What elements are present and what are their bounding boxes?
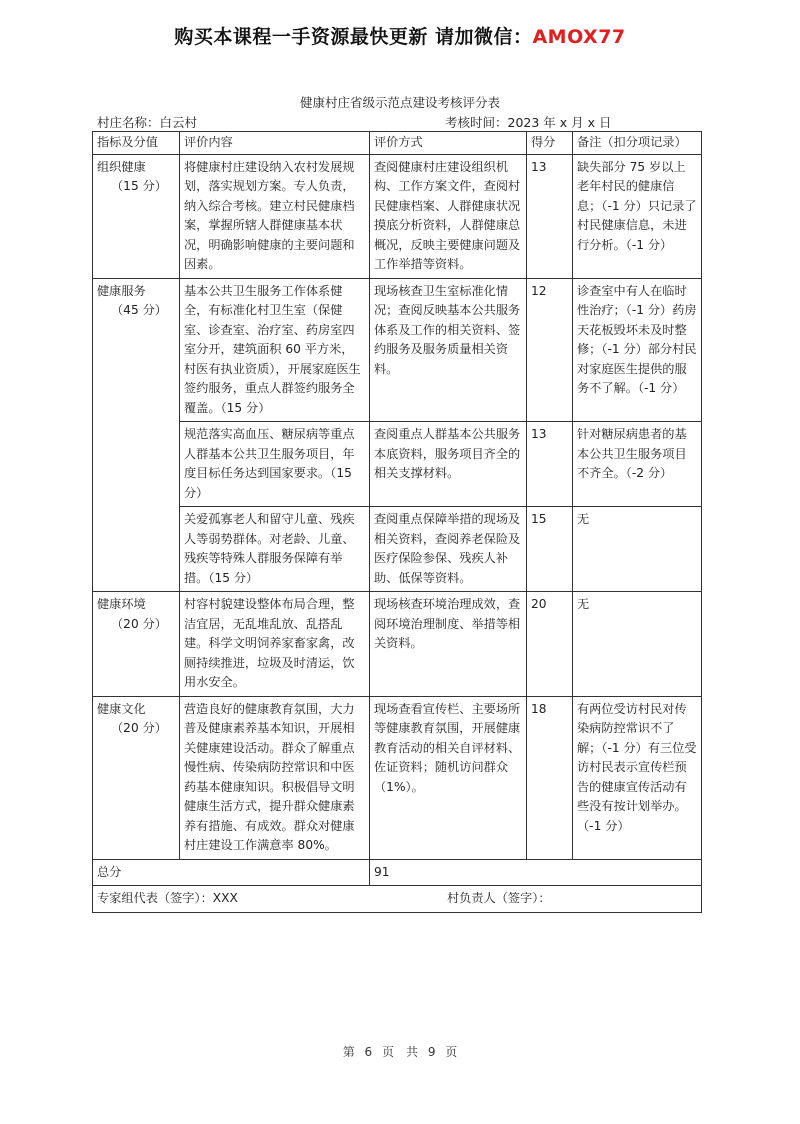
banner-text: 购买本课程一手资源最快更新 请加微信： bbox=[174, 26, 533, 48]
indicator-name: 组织健康 bbox=[97, 159, 146, 174]
total-value: 91 bbox=[370, 859, 702, 886]
header-indicator: 指标及分值 bbox=[93, 132, 180, 155]
signature-row bbox=[93, 886, 702, 913]
table-row bbox=[93, 422, 702, 507]
table-row bbox=[93, 696, 702, 859]
remark-cell: 有两位受访村民对传染病防控常识不了解；（-1 分）有三位受访村民表示宣传栏预告的健康宣传活动有些没有按计划举办。（-1 分） bbox=[573, 696, 702, 859]
score-cell: 18 bbox=[527, 696, 573, 859]
meta-row bbox=[97, 113, 697, 131]
indicator-points: （45 分） bbox=[111, 303, 167, 317]
score-cell: 13 bbox=[527, 422, 573, 507]
table-row bbox=[93, 592, 702, 697]
content-cell: 关爱孤寡老人和留守儿童、残疾人等弱势群体。对老龄、儿童、残疾等特殊人群服务保障有举措。（15 分） bbox=[180, 507, 370, 592]
signature-cell bbox=[93, 886, 702, 913]
method-cell: 现场查看宣传栏、主要场所等健康教育氛围，开展健康教育活动的相关自评材料、佐证资料；随机访问群众（1%）。 bbox=[370, 696, 527, 859]
score-cell: 12 bbox=[527, 278, 573, 422]
indicator-name: 健康文化 bbox=[97, 701, 146, 716]
content-cell: 营造良好的健康教育氛围，大力普及健康素养基本知识，开展相关健康建设活动。群众了解重点慢性病、传染病防控常识和中医药基本健康知识。积极倡导文明健康生活方式，提升群众健康素养有措施、有成效。群众对健康村庄建设工作满意率 80%。 bbox=[180, 696, 370, 859]
table-row bbox=[93, 507, 702, 592]
header-score: 得分 bbox=[527, 132, 573, 155]
score-cell: 20 bbox=[527, 592, 573, 697]
content-cell: 村容村貌建设整体布局合理，整洁宜居，无乱堆乱放、乱搭乱建。科学文明饲养家畜家禽，改厕持续推进，垃圾及时清运，饮用水安全。 bbox=[180, 592, 370, 697]
expert-signature: 专家组代表（签字）：XXX bbox=[97, 891, 238, 905]
indicator-cell bbox=[93, 592, 180, 697]
indicator-points: （20 分） bbox=[111, 721, 167, 735]
remark-cell: 无 bbox=[573, 507, 702, 592]
header-content: 评价内容 bbox=[180, 132, 370, 155]
village-name: 村庄名称：白云村 bbox=[97, 115, 198, 130]
table-row bbox=[93, 278, 702, 422]
page-number: 第 6 页 共 9 页 bbox=[342, 1045, 458, 1059]
indicator-cell bbox=[93, 154, 180, 278]
table-header-row bbox=[93, 132, 702, 155]
indicator-name: 健康环境 bbox=[97, 597, 146, 611]
remark-cell: 无 bbox=[573, 592, 702, 697]
table-row bbox=[93, 154, 702, 278]
method-cell: 现场核查卫生室标准化情况；查阅反映基本公共服务体系及工作的相关资料、签约服务及服务质量相关资料。 bbox=[370, 278, 527, 422]
promo-banner bbox=[0, 22, 800, 49]
village-signature: 村负责人（签字）： bbox=[447, 891, 551, 905]
indicator-points: （15 分） bbox=[111, 179, 167, 193]
content-cell: 基本公共卫生服务工作体系健全，有标准化村卫生室（保健室、诊查室、治疗室、药房室四室分开，建筑面积 60 平方米，村医有执业资质），开展家庭医生签约服务，重点人群签约服务全覆盖。（15 分） bbox=[180, 278, 370, 422]
indicator-cell bbox=[93, 696, 180, 859]
assessment-date: 考核时间：2023 年 x 月 x 日 bbox=[445, 115, 612, 130]
indicator-name: 健康服务 bbox=[97, 283, 146, 298]
total-row bbox=[93, 859, 702, 886]
remark-cell: 缺失部分 75 岁以上老年村民的健康信息；（-1 分）只记录了村民健康信息，未进行分析。（-1 分） bbox=[573, 154, 702, 278]
method-cell: 现场核查环境治理成效，查阅环境治理制度、举措等相关资料。 bbox=[370, 592, 527, 697]
method-cell: 查阅健康村庄建设组织机构、工作方案文件，查阅村民健康档案、人群健康状况摸底分析资料，人群健康总概况，反映主要健康问题及工作举措等资料。 bbox=[370, 154, 527, 278]
remark-cell: 针对糖尿病患者的基本公共卫生服务项目不齐全。（-2 分） bbox=[573, 422, 702, 507]
total-label: 总分 bbox=[93, 859, 370, 886]
method-cell: 查阅重点保障举措的现场及相关资料，查阅养老保险及医疗保险参保、残疾人补助、低保等资料。 bbox=[370, 507, 527, 592]
content-cell: 规范落实高血压、糖尿病等重点人群基本公共卫生服务项目，年度目标任务达到国家要求。（15 分） bbox=[180, 422, 370, 507]
banner-wechat-id: AMOX77 bbox=[532, 26, 626, 48]
content-cell: 将健康村庄建设纳入农村发展规划，落实规划方案。专人负责，纳入综合考核。建立村民健康档案，掌握所辖人群健康基本状况，明确影响健康的主要问题和因素。 bbox=[180, 154, 370, 278]
score-cell: 13 bbox=[527, 154, 573, 278]
document-title: 健康村庄省级示范点建设考核评分表 bbox=[299, 95, 500, 110]
remark-cell: 诊查室中有人在临时性治疗；（-1 分）药房天花板毁坏未及时整修；（-1 分）部分村民对家庭医生提供的服务不了解。（-1 分） bbox=[573, 278, 702, 422]
method-cell: 查阅重点人群基本公共服务本底资料，服务项目齐全的相关支撑材料。 bbox=[370, 422, 527, 507]
header-method: 评价方式 bbox=[370, 132, 527, 155]
header-remark: 备注（扣分项记录） bbox=[573, 132, 702, 155]
score-cell: 15 bbox=[527, 507, 573, 592]
assessment-table bbox=[92, 131, 702, 913]
indicator-points: （20 分） bbox=[111, 616, 167, 631]
indicator-cell bbox=[93, 278, 180, 592]
